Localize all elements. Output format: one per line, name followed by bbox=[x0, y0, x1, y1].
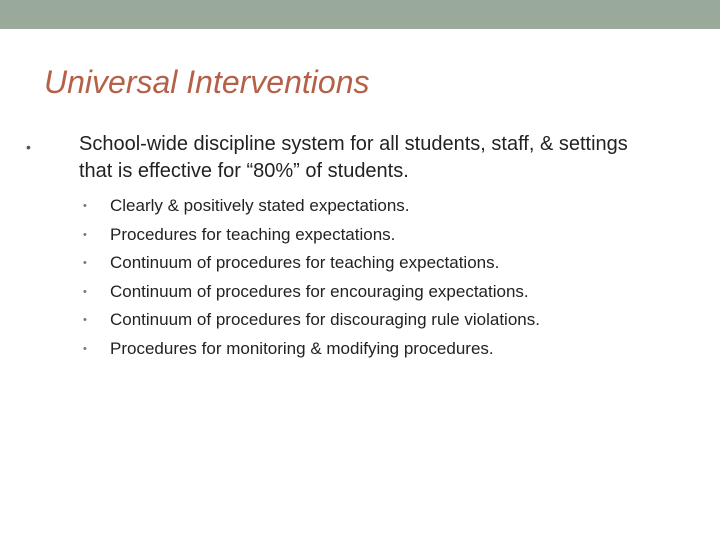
sub-bullet-item bbox=[83, 192, 683, 221]
bullet-dot: • bbox=[83, 314, 87, 326]
bullet-dot: • bbox=[83, 285, 87, 298]
sub-bullet-item bbox=[83, 335, 683, 364]
bullet-dot: • bbox=[26, 139, 31, 155]
top-band bbox=[0, 0, 720, 29]
sub-bullet-text: Continuum of procedures for discouraging rule violations. bbox=[110, 310, 540, 329]
sub-bullet-text: Clearly & positively stated expectations. bbox=[110, 196, 410, 215]
slide-title: Universal Interventions bbox=[44, 64, 370, 100]
sub-bullet-item bbox=[83, 306, 683, 335]
bullet-dot: • bbox=[83, 342, 87, 355]
sub-bullet-text: Procedures for monitoring & modifying procedures. bbox=[110, 338, 494, 358]
bullet-dot: • bbox=[83, 200, 87, 212]
bullet-dot: • bbox=[83, 257, 87, 269]
main-bullet bbox=[26, 131, 666, 185]
sub-bullet-text: Continuum of procedures for encouraging expectations. bbox=[110, 281, 529, 301]
sub-bullet-item bbox=[83, 221, 683, 250]
sub-bullet-item bbox=[83, 249, 683, 278]
sub-bullet-text: Procedures for teaching expectations. bbox=[110, 224, 396, 244]
main-bullet-text: School-wide discipline system for all students, staff, & settings that is effective for “80%” of students. bbox=[79, 133, 628, 182]
sub-bullet-text: Continuum of procedures for teaching expectations. bbox=[110, 253, 500, 272]
bullet-dot: • bbox=[83, 228, 87, 241]
sub-bullet-list bbox=[83, 192, 683, 363]
sub-bullet-item bbox=[83, 278, 683, 307]
